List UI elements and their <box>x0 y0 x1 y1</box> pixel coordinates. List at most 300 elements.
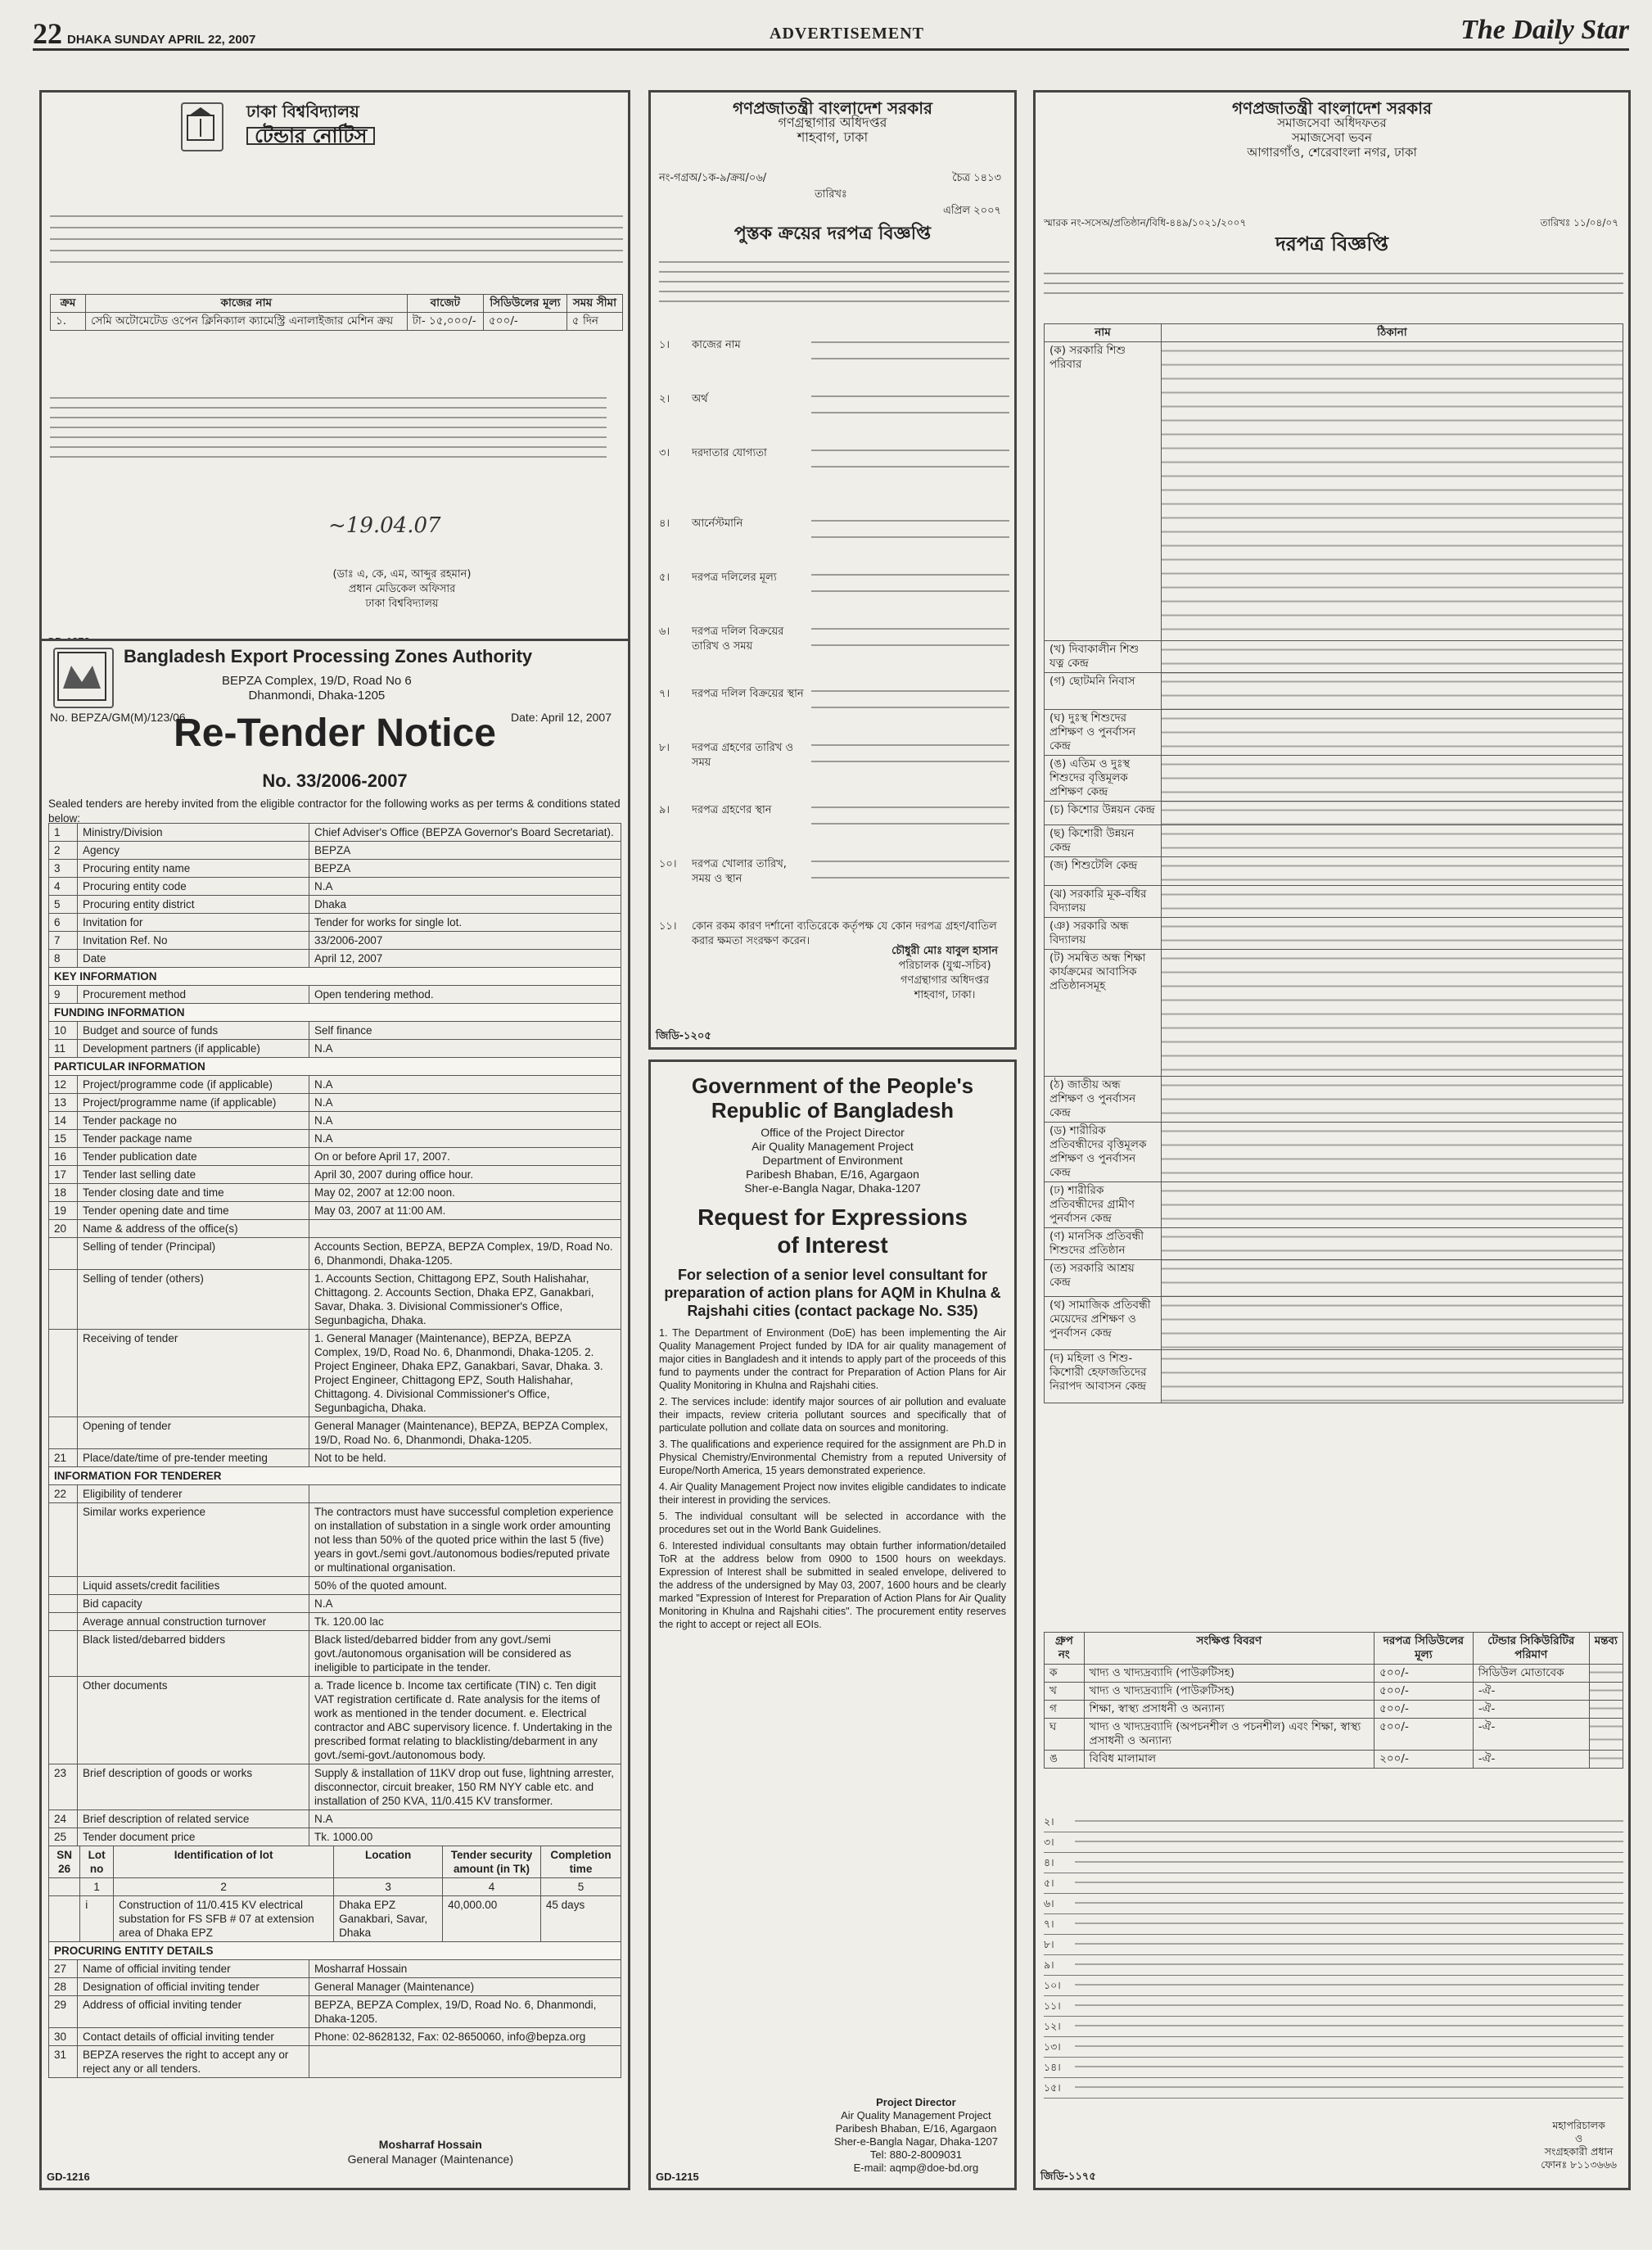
table-row <box>49 1148 621 1166</box>
row-number: 4 <box>49 878 78 896</box>
item-label: দরদাতার যোগ্যতা <box>692 447 767 459</box>
du-signer-role: প্রধান মেডিকেল অফিসার <box>348 583 456 595</box>
doe-para-5: 5. The individual consultant will be selected in accordance with the procedures set out in the World Bank Guidelines. <box>659 1511 1006 1535</box>
table-row <box>49 1960 621 1978</box>
row-label: Selling of tender (others) <box>78 1270 309 1330</box>
term-text-lines <box>1075 2081 1623 2094</box>
table-row <box>49 1417 621 1449</box>
group-cell: খ <box>1045 1683 1085 1701</box>
row-label: Tender opening date and time <box>78 1202 309 1220</box>
doe-office-1: Office of the Project Director <box>761 1126 905 1139</box>
ss-signer-role: মহাপরিচালক <box>1552 2119 1605 2131</box>
row-value: BEPZA <box>309 842 621 860</box>
unit-name: (ট) সমন্বিত অন্ধ শিক্ষা কার্যক্রমের আবাসিক প্রতিষ্ঠানসমূহ <box>1045 950 1162 1077</box>
unit-address <box>1162 802 1623 825</box>
table-row <box>49 1810 621 1828</box>
item-number: ২। <box>659 393 670 405</box>
bepza-signer <box>348 2137 513 2166</box>
row-number <box>49 1503 78 1577</box>
row-value: April 12, 2007 <box>309 950 621 968</box>
ss-place: আগারগাঁও, শেরেবাংলা নগর, ঢাকা <box>1247 145 1417 160</box>
doe-office-4: Paribesh Bhaban, E/16, Agargaon <box>746 1168 919 1181</box>
row-number <box>49 1595 78 1613</box>
term-text-lines <box>1075 2019 1623 2032</box>
item-detail-lines <box>811 861 1009 879</box>
item-label: দরপত্র গ্রহণের তারিখ ও সময় <box>692 742 794 769</box>
row-value: BEPZA, BEPZA Complex, 19/D, Road No. 6, Dhanmondi, Dhaka-1205. <box>309 1996 621 2028</box>
row-label: Contact details of official inviting tender <box>78 2028 309 2046</box>
doe-sign-6: E-mail: aqmp@doe-bd.org <box>853 2162 979 2174</box>
row-value: The contractors must have successful completion experience on installation of substation in a single work order amounting not less than 50% of the quoted price within the last 5 (five) years in govt./semi govt./autonomous bodies/reputed private or multinational organisation. <box>309 1503 621 1577</box>
row-value: Accounts Section, BEPZA, BEPZA Complex, 19/D, Road No. 6, Dhanmondi, Dhaka-1205. <box>309 1238 621 1270</box>
row-number: 16 <box>49 1148 78 1166</box>
row-label: Average annual construction turnover <box>78 1613 309 1631</box>
row-label: Similar works experience <box>78 1503 309 1577</box>
masthead <box>33 15 1629 51</box>
bepza-signer-name: Mosharraf Hossain <box>378 2138 482 2151</box>
group-header-cell: মন্তব্য <box>1589 1633 1623 1665</box>
row-number: 20 <box>49 1220 78 1238</box>
doe-para-1: 1. The Department of Environment (DoE) has been implementing the Air Quality Management Project funded by IDA for air quality management of major cities in Bangladesh and it intends to apply part of the proceeds of this fund to payments under the contract for Preparation of Action Plans for Air Quality Monitoring in Khulna and Rajshahi cities. <box>659 1327 1006 1391</box>
table-row <box>49 896 621 914</box>
group-cell: ঙ <box>1045 1751 1085 1769</box>
row-label: Eligibility of tenderer <box>78 1485 309 1503</box>
list-item <box>659 392 1009 413</box>
ss-signer-phone: ফোনঃ ৮১১৩৬৬৬ <box>1541 2158 1617 2171</box>
du-title: টেন্ডার নোটিস <box>246 127 375 145</box>
table-row <box>1045 641 1623 673</box>
group-header-cell: গ্রুপ নং <box>1045 1633 1085 1665</box>
unit-name: (ঞ) সরকারি অন্ধ বিদ্যালয় <box>1045 918 1162 950</box>
row-number: 11 <box>49 1040 78 1058</box>
doe-govt-1: Government of the People's <box>691 1073 974 1098</box>
list-item <box>659 571 1009 592</box>
row-label: Date <box>78 950 309 968</box>
group-remark <box>1589 1751 1623 1769</box>
table-row <box>49 1040 621 1058</box>
row-value: General Manager (Maintenance) <box>309 1978 621 1996</box>
bepza-title: Re-Tender Notice <box>174 712 496 755</box>
row-label: Designation of official inviting tender <box>78 1978 309 1996</box>
group-cell: খাদ্য ও খাদ্যদ্রব্যাদি (অপচনশীল ও পচনশীল) এবং শিক্ষা, স্বাস্থ্য প্রসাধনী ও অন্যান্য <box>1084 1719 1374 1751</box>
unit-name: (চ) কিশোর উন্নয়ন কেন্দ্র <box>1045 802 1162 825</box>
lot-num-cell: 2 <box>114 1878 334 1896</box>
bepza-retender-notice <box>39 639 630 2190</box>
row-value: Phone: 02-8628132, Fax: 02-8650060, info@bepza.org <box>309 2028 621 2046</box>
table-row <box>49 1613 621 1631</box>
row-value: On or before April 17, 2007. <box>309 1148 621 1166</box>
lot-header-cell: SN 26 <box>49 1846 80 1878</box>
item-label: দরপত্র গ্রহণের স্থান <box>692 804 772 816</box>
row-label: Name of official inviting tender <box>78 1960 309 1978</box>
row-number <box>49 1270 78 1330</box>
row-value: N.A <box>309 1595 621 1613</box>
doe-subtitle: For selection of a senior level consultant for preparation of action plans for AQM in Khulna & Rajshahi cities (contact package No. S35) <box>664 1267 1001 1319</box>
ss-gd-code: জিডি-১১৭৫ <box>1040 2171 1096 2183</box>
ss-ref: স্মারক নং-সসেঅ/প্রতিষ্ঠান/বিধি-৪৪৯/১০২১/২০০৭ <box>1044 217 1247 228</box>
row-number: 15 <box>49 1130 78 1148</box>
row-label: Tender closing date and time <box>78 1184 309 1202</box>
item-number: ৮। <box>659 742 670 754</box>
row-label: Name & address of the office(s) <box>78 1220 309 1238</box>
doe-sign-1: Project Director <box>876 2096 956 2108</box>
item-number: ৪। <box>659 517 670 530</box>
term-text-lines <box>1075 1876 1623 1889</box>
row-value: 50% of the quoted amount. <box>309 1577 621 1595</box>
row-number: 13 <box>49 1094 78 1112</box>
item-label: কাজের নাম <box>692 339 741 351</box>
row-number: 2 <box>49 842 78 860</box>
doe-sign-3: Paribesh Bhaban, E/16, Agargaon <box>835 2122 997 2135</box>
item-number: ৬। <box>659 626 670 638</box>
row-label: Tender last selling date <box>78 1166 309 1184</box>
group-cell: খাদ্য ও খাদ্যদ্রব্যাদি (পাউরুটিসহ) <box>1084 1665 1374 1683</box>
bepza-info-table <box>48 823 621 2078</box>
unit-address <box>1162 950 1623 1077</box>
row-number <box>49 1330 78 1417</box>
lib-title: পুস্তক ক্রয়ের দরপত্র বিজ্ঞপ্তি <box>733 224 932 244</box>
term-text-lines <box>1075 1937 1623 1950</box>
section-label: ADVERTISEMENT <box>770 25 924 43</box>
unit-name: (জ) শিশুটেলি কেন্দ্র <box>1045 857 1162 886</box>
item-detail-lines <box>811 744 1009 762</box>
table-row <box>49 1220 621 1238</box>
row-label: Tender publication date <box>78 1148 309 1166</box>
lot-header-cell: Location <box>334 1846 443 1878</box>
unit-address <box>1162 1297 1623 1350</box>
table-row <box>49 1184 621 1202</box>
row-label: Other documents <box>78 1677 309 1764</box>
row-label: Procuring entity district <box>78 896 309 914</box>
row-number: 12 <box>49 1076 78 1094</box>
row-number: 22 <box>49 1485 78 1503</box>
table-row <box>1045 1182 1623 1228</box>
bepza-lot-table <box>48 1846 621 1942</box>
row-value: Not to be held. <box>309 1449 621 1467</box>
social-services-tender-notice <box>1033 90 1631 2190</box>
du-signer-org: ঢাকা বিশ্ববিদ্যালয় <box>365 598 439 610</box>
lib-month-2: এপ্রিল ২০০৭ <box>943 205 1001 217</box>
row-value: 1. General Manager (Maintenance), BEPZA, BEPZA Complex, 19/D, Road No. 6, Dhanmondi, Dhaka-1205. 2. Project Engineer, Dhaka EPZ, Ganakbari, Savar, Dhaka. 3. Project Engineer, Chittagong EPZ, South Halishahar, Chittagong. 4. Divisional Commissioner's Office, Segunbagicha, Dhaka. <box>309 1330 621 1417</box>
term-item <box>1044 1935 1623 1955</box>
doe-para-4: 4. Air Quality Management Project now invites eligible candidates to indicate their interest in providing the services. <box>659 1481 1006 1506</box>
row-value: N.A <box>309 1810 621 1828</box>
ss-govt: গণপ্রজাতন্ত্রী বাংলাদেশ সরকার <box>1232 98 1432 118</box>
du-signature: ~19.04.07 <box>328 513 441 538</box>
table-row <box>1045 950 1623 1077</box>
unit-address <box>1162 886 1623 918</box>
row-value: Tk. 1000.00 <box>309 1828 621 1846</box>
lot-num-cell: 5 <box>540 1878 621 1896</box>
table-row <box>49 1270 621 1330</box>
term-item <box>1044 1853 1623 1873</box>
doe-sign-5: Tel: 880-2-8009031 <box>869 2148 962 2161</box>
lib-govt: গণপ্রজাতন্ত্রী বাংলাদেশ সরকার <box>733 98 932 118</box>
row-number <box>49 1677 78 1764</box>
lib-signer <box>891 944 998 1003</box>
unit-address <box>1162 1182 1623 1228</box>
row-number: 8 <box>49 950 78 968</box>
unit-address <box>1162 1350 1623 1403</box>
ss-signer-sub: ও <box>1575 2132 1583 2144</box>
row-number <box>49 1577 78 1595</box>
row-number: 6 <box>49 914 78 932</box>
du-row-schedule: ৫০০/- <box>484 313 567 331</box>
item-detail-lines <box>811 395 1009 413</box>
item-number: ১০। <box>659 858 677 870</box>
doe-title-2: of Interest <box>777 1232 888 1258</box>
table-row <box>49 1828 621 1846</box>
table-row <box>49 1595 621 1613</box>
unit-address <box>1162 342 1623 641</box>
table-row <box>49 1202 621 1220</box>
unit-address <box>1162 756 1623 802</box>
table-row <box>49 878 621 896</box>
table-row <box>49 824 621 842</box>
table-row <box>1045 1665 1623 1683</box>
unit-address <box>1162 641 1623 673</box>
group-remark <box>1589 1665 1623 1683</box>
table-row <box>49 914 621 932</box>
term-text-lines <box>1075 1835 1623 1848</box>
bepza-gd-code: GD-1216 <box>47 2171 90 2183</box>
unit-name: (ঠ) জাতীয় অন্ধ প্রশিক্ষণ ও পুনর্বাসন কেন্দ্র <box>1045 1077 1162 1123</box>
unit-name: (ক) সরকারি শিশু পরিবার <box>1045 342 1162 641</box>
term-item <box>1044 2078 1623 2099</box>
lot-cell: i <box>80 1896 114 1942</box>
row-value: Mosharraf Hossain <box>309 1960 621 1978</box>
bepza-ref: No. BEPZA/GM(M)/123/06 <box>50 711 186 724</box>
lot-cell: Dhaka EPZ Ganakbari, Savar, Dhaka <box>334 1896 443 1942</box>
term-number: ২। <box>1044 1815 1054 1828</box>
university-seal-icon <box>181 102 223 151</box>
table-row <box>49 1996 621 2028</box>
doe-title-1: Request for Expressions <box>697 1204 968 1230</box>
term-item <box>1044 1873 1623 1894</box>
row-value: 1. Accounts Section, Chittagong EPZ, South Halishahar, Chittagong. 2. Accounts Section, Dhaka EPZ, Ganakbari, Savar, Dhaka. 3. Divisional Commissioner's Office, Segunbagicha, Dhaka. <box>309 1270 621 1330</box>
table-row <box>49 2028 621 2046</box>
bepza-key-info: KEY INFORMATION <box>49 968 621 986</box>
row-value: General Manager (Maintenance), BEPZA, BEPZA Complex, 19/D, Road No. 6, Dhanmondi, Dhaka-1205. <box>309 1417 621 1449</box>
row-number: 28 <box>49 1978 78 1996</box>
list-item <box>659 857 1009 887</box>
row-number <box>49 1613 78 1631</box>
row-label: Bid capacity <box>78 1595 309 1613</box>
lib-gd-code: জিডি-১২০৫ <box>656 1030 711 1042</box>
bepza-funding: FUNDING INFORMATION <box>49 1004 621 1022</box>
row-value <box>309 2046 621 2078</box>
row-label: Invitation Ref. No <box>78 932 309 950</box>
list-item <box>659 625 1009 654</box>
du-signer-block <box>296 567 508 612</box>
item-label: দরপত্র খোলার তারিখ, সময় ও স্থান <box>692 858 787 885</box>
dateline: DHAKA SUNDAY APRIL 22, 2007 <box>67 33 256 47</box>
group-cell: ঘ <box>1045 1719 1085 1751</box>
row-number: 30 <box>49 2028 78 2046</box>
doe-para-3: 3. The qualifications and experience required for the assignment are Ph.D in Physical Chemistry/Environmental Chemistry from a reputed University of Europe/North America, 15 years demonstrated experience. <box>659 1439 1006 1476</box>
row-number: 7 <box>49 932 78 950</box>
unit-name: (ঝ) সরকারি মূক-বধির বিদ্যালয় <box>1045 886 1162 918</box>
row-value <box>309 1485 621 1503</box>
table-row <box>49 1238 621 1270</box>
library-tender-notice <box>648 90 1017 1050</box>
term-text-lines <box>1075 1855 1623 1868</box>
term-number: ১২। <box>1044 2020 1061 2032</box>
list-item <box>659 803 1009 825</box>
ss-signer <box>1541 2119 1617 2171</box>
row-number: 23 <box>49 1764 78 1810</box>
lib-items-list <box>659 338 1009 956</box>
term-item <box>1044 1812 1623 1832</box>
table-row <box>49 1112 621 1130</box>
doe-signer <box>834 2096 998 2175</box>
term-text-lines <box>1075 1896 1623 1909</box>
row-number: 14 <box>49 1112 78 1130</box>
table-row <box>49 1130 621 1148</box>
term-item <box>1044 2058 1623 2078</box>
du-tender-notice <box>39 90 630 655</box>
group-cell: ৫০০/- <box>1374 1665 1474 1683</box>
row-number: 27 <box>49 1960 78 1978</box>
lot-num-cell: 3 <box>334 1878 443 1896</box>
item-label: আর্নেস্টমানি <box>692 517 743 530</box>
unit-address <box>1162 673 1623 710</box>
ss-building: সমাজসেবা ভবন <box>1292 130 1372 145</box>
table-row <box>49 1764 621 1810</box>
du-row-sl: ১. <box>51 313 86 331</box>
ss-signer-title: সংগ্রহকারী প্রধান <box>1544 2145 1614 2157</box>
table-row <box>49 2046 621 2078</box>
item-number: ৩। <box>659 447 670 459</box>
group-header-cell: সংক্ষিপ্ত বিবরণ <box>1084 1633 1374 1665</box>
row-number: 25 <box>49 1828 78 1846</box>
item-detail-lines <box>811 806 1009 825</box>
page-number: 22 DHAKA SUNDAY APRIL 22, 2007 <box>33 17 256 50</box>
row-number <box>49 1238 78 1270</box>
row-number: 18 <box>49 1184 78 1202</box>
unit-name: (গ) ছোটমনি নিবাস <box>1045 673 1162 710</box>
group-cell: -ঐ- <box>1473 1701 1589 1719</box>
term-text-lines <box>1075 1958 1623 1971</box>
item-label: দরপত্র দলিল বিক্রয়ের তারিখ ও সময় <box>692 626 784 653</box>
group-cell: বিবিধ মালামাল <box>1084 1751 1374 1769</box>
table-row <box>1045 1228 1623 1260</box>
group-cell: -ঐ- <box>1473 1719 1589 1751</box>
unit-address <box>1162 918 1623 950</box>
row-number <box>49 1417 78 1449</box>
du-row-item: সেমি অটোমেটেড ওপেন ক্লিনিক্যাল ক্যামেস্ট্রি এনালাইজার মেশিন ক্রয় <box>86 313 408 331</box>
lib-ref: নং-গগ্রঅ/১ক-৯/ক্রয়/০৬/ <box>659 172 767 184</box>
table-row <box>49 1166 621 1184</box>
table-row <box>1045 710 1623 756</box>
table-row <box>1045 1683 1623 1701</box>
term-number: ১০। <box>1044 1979 1061 1991</box>
table-row <box>49 1094 621 1112</box>
bepza-authority: Bangladesh Export Processing Zones Authority <box>124 646 533 666</box>
row-value: N.A <box>309 1094 621 1112</box>
term-item <box>1044 1996 1623 2017</box>
row-label: Tender package no <box>78 1112 309 1130</box>
row-label: Selling of tender (Principal) <box>78 1238 309 1270</box>
doe-body <box>659 1326 1006 1631</box>
bepza-signer-role: General Manager (Maintenance) <box>347 2153 513 2166</box>
lib-place: শাহবাগ, ঢাকা <box>797 129 869 145</box>
bepza-particular: PARTICULAR INFORMATION <box>49 1058 621 1076</box>
group-cell: -ঐ- <box>1473 1751 1589 1769</box>
item-number: ৭। <box>659 688 670 700</box>
table-row <box>49 1577 621 1595</box>
bepza-address-2: Dhanmondi, Dhaka-1205 <box>248 689 386 703</box>
lib-date-label: তারিখঃ <box>815 188 847 201</box>
item-detail-lines <box>811 520 1009 538</box>
table-row <box>1045 1701 1623 1719</box>
group-header-cell: টেন্ডার সিকিউরিটির পরিমাণ <box>1473 1633 1589 1665</box>
bepza-for-tenderer: INFORMATION FOR TENDERER <box>49 1467 621 1485</box>
item-number: ১১। <box>659 920 677 933</box>
unit-address <box>1162 1228 1623 1260</box>
row-label: Address of official inviting tender <box>78 1996 309 2028</box>
table-row <box>49 1503 621 1577</box>
row-label: Liquid assets/credit facilities <box>78 1577 309 1595</box>
doe-sign-4: Sher-e-Bangla Nagar, Dhaka-1207 <box>833 2135 998 2148</box>
term-item <box>1044 1955 1623 1976</box>
term-text-lines <box>1075 1814 1623 1828</box>
group-cell: ক <box>1045 1665 1085 1683</box>
table-row <box>49 950 621 968</box>
table-row <box>49 1677 621 1764</box>
row-number: 24 <box>49 1810 78 1828</box>
unit-name: (ণ) মানসিক প্রতিবন্ধী শিশুদের প্রতিষ্ঠান <box>1045 1228 1162 1260</box>
row-label: Budget and source of funds <box>78 1022 309 1040</box>
row-label: Brief description of goods or works <box>78 1764 309 1810</box>
row-number <box>49 1631 78 1677</box>
lib-signer-place: শাহবাগ, ঢাকা। <box>914 989 976 1001</box>
item-detail-lines <box>811 628 1009 646</box>
item-detail-lines <box>811 574 1009 592</box>
item-label: দরপত্র দলিল বিক্রয়ের স্থান <box>692 688 804 700</box>
term-item <box>1044 2017 1623 2037</box>
term-text-lines <box>1075 2060 1623 2073</box>
lib-dept: গণগ্রন্থাগার অধিদপ্তর <box>778 115 887 130</box>
lot-header-cell: Completion time <box>540 1846 621 1878</box>
doe-sign-2: Air Quality Management Project <box>841 2109 991 2121</box>
row-value: a. Trade licence b. Income tax certificate (TIN) c. Ten digit VAT registration certificate d. Rate analysis for the items of work as mentioned in the tender document. e. Electrical contractor and ABC supervisory licence. f. Undertaking in the prescribed format relating to blacklisting/debarment in any govt./semi-govt./autonomous body. <box>309 1677 621 1764</box>
term-item <box>1044 1894 1623 1914</box>
item-number: ৫। <box>659 572 670 584</box>
bepza-logo-icon <box>53 648 114 708</box>
group-cell: সিডিউল মোতাবেক <box>1473 1665 1589 1683</box>
unit-name: (ড) শারীরিক প্রতিবন্ধীদের বৃত্তিমূলক প্রশিক্ষণ ও পুনর্বাসন কেন্দ্র <box>1045 1123 1162 1182</box>
term-number: ৫। <box>1044 1877 1054 1889</box>
row-number: 10 <box>49 1022 78 1040</box>
group-cell: খাদ্য ও খাদ্যদ্রব্যাদি (পাউরুটিসহ) <box>1084 1683 1374 1701</box>
item-detail-lines <box>811 690 1009 708</box>
row-label: BEPZA reserves the right to accept any or reject any or all tenders. <box>78 2046 309 2078</box>
term-item <box>1044 1832 1623 1853</box>
table-row <box>49 860 621 878</box>
unit-address <box>1162 857 1623 886</box>
table-row <box>49 1631 621 1677</box>
row-label: Place/date/time of pre-tender meeting <box>78 1449 309 1467</box>
du-signer-name: (ডাঃ এ, কে, এম, আব্দুর রহমান) <box>332 568 472 581</box>
table-row <box>1045 1751 1623 1769</box>
term-item <box>1044 1976 1623 1996</box>
group-cell: -ঐ- <box>1473 1683 1589 1701</box>
table-row: 9 Procurement method Open tendering method. <box>49 986 621 1004</box>
du-conditions <box>50 397 607 466</box>
doe-para-6: 6. Interested individual consultants may obtain further information/detailed ToR at the address below from 0900 to 1500 hours on weekdays. Expression of Interest shall be submitted in sealed envelope, delivered to the address of the undersigned by May 03, 2007, 1600 hours and be clearly marked "Expression of Interest for Preparation of Action Plans for Air Quality Monitoring in Khulna and Rajshahi cities". The procurement entity reserves the right to accept or reject all EOIs. <box>659 1540 1006 1630</box>
table-row <box>1045 1123 1623 1182</box>
